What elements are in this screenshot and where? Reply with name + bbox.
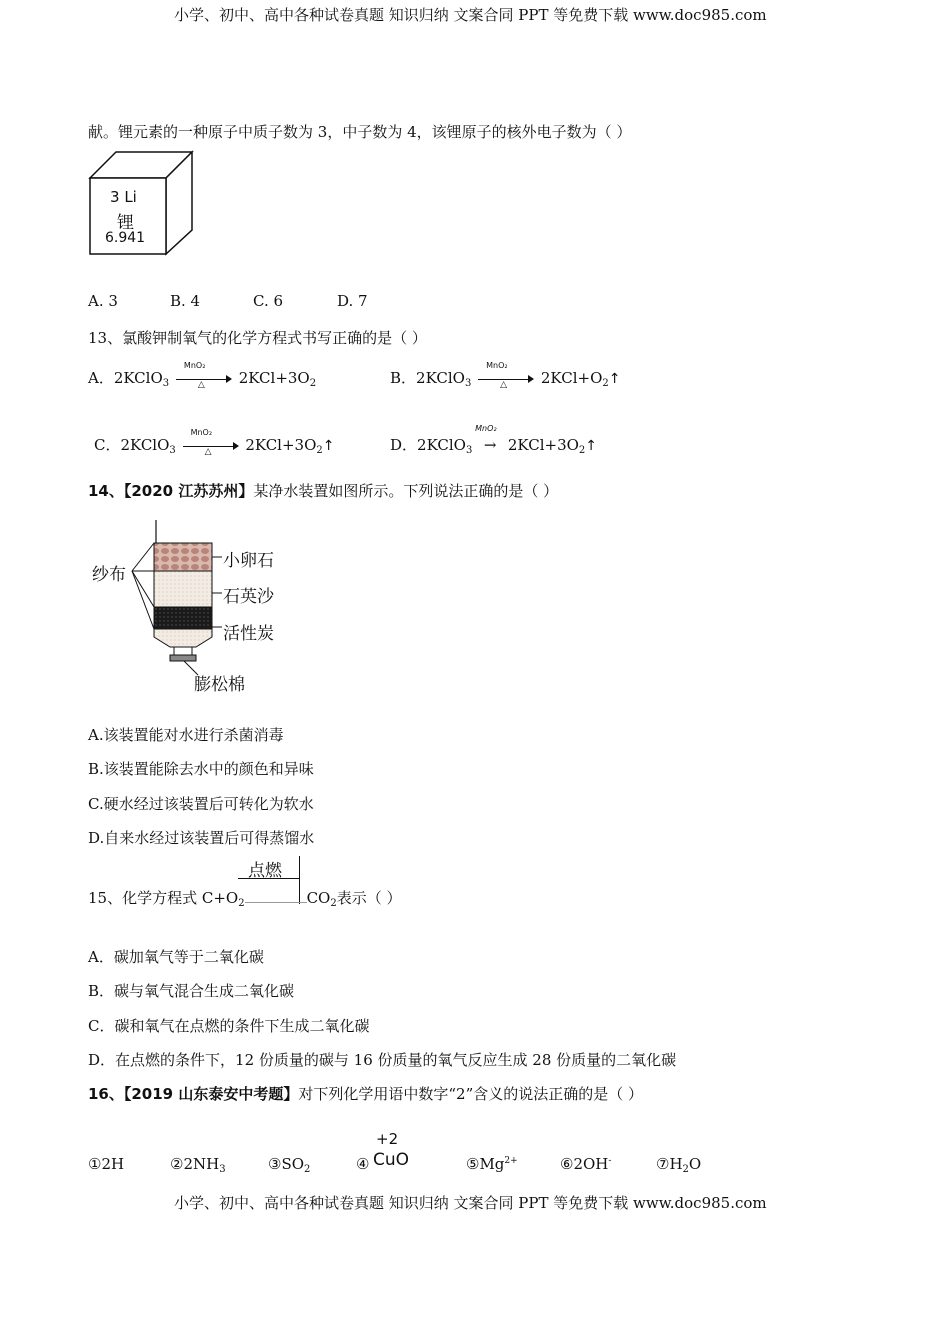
gas-arrow-icon: ↑	[608, 371, 621, 387]
element-number-symbol	[110, 188, 137, 206]
q16-item-2-sub: 3	[219, 1164, 226, 1175]
q14-option-d: D.自来水经过该装置后可得蒸馏水	[88, 829, 315, 847]
element-symbol: Li	[124, 188, 137, 206]
q16-text: 对下列化学用语中数字“2”含义的说法正确的是（ ）	[298, 1085, 644, 1103]
q13-a-product-sub: 2	[309, 378, 317, 389]
q16-item-6-text: ⑥2OH	[560, 1155, 609, 1173]
q13-d-product-sub: 2	[578, 445, 586, 456]
q16-item-7-tail: O	[688, 1155, 702, 1173]
q16-item-3-text: ③SO	[268, 1155, 305, 1173]
q16-source: 【2019 山东泰安中考题】	[123, 1085, 299, 1103]
q13-b-product: 2KCl+O	[540, 369, 603, 387]
q14-option-a: A.该装置能对水进行杀菌消毒	[88, 726, 284, 744]
q13-option-d	[390, 424, 598, 456]
q16-item-4-formula: CuO	[373, 1150, 410, 1170]
q15-reactants-sub: 2	[238, 898, 245, 909]
q16-item-4: ④	[356, 1155, 370, 1173]
gas-arrow-icon: ↑	[322, 438, 335, 454]
q13-c-product: 2KCl+3O	[245, 436, 317, 454]
gas-arrow-icon: ↑	[585, 438, 598, 454]
q13-d-product: 2KCl+3O	[507, 436, 579, 454]
page-footer: 小学、初中、高中各种试卷真题 知识归纳 文案合同 PPT 等免费下载 www.doc985.com	[174, 1194, 767, 1212]
q13-option-b	[390, 361, 621, 390]
catalyst-label: MnO₂	[190, 428, 213, 437]
q12-option-d: D. 7	[337, 292, 368, 310]
q13-a-reactant: A．2KClO	[88, 369, 163, 387]
q15-condition-bar	[238, 878, 300, 879]
q14-option-b: B.该装置能除去水中的颜色和异味	[88, 760, 314, 778]
q16-item-5-text: ⑤Mg	[466, 1155, 505, 1173]
heat-symbol: △	[204, 447, 212, 457]
q16-number: 16、	[88, 1085, 124, 1103]
q13-b-reactant: B．2KClO	[390, 369, 465, 387]
q16-item-7	[656, 1155, 701, 1175]
q16-item-1: ①2H	[88, 1155, 125, 1173]
heat-symbol: △	[500, 380, 508, 390]
q13-stem: 13、氯酸钾制氧气的化学方程式书写正确的是（ ）	[88, 329, 427, 347]
q16-item-6-sup: -	[608, 1156, 612, 1166]
q16-item-3-sub: 2	[304, 1164, 311, 1175]
q15-stem	[88, 887, 402, 909]
q16-item-3	[268, 1155, 310, 1175]
q15-option-a: A．碳加氧气等于二氧化碳	[88, 948, 264, 966]
q16-item-4-valence: +2	[376, 1130, 399, 1148]
q14-number: 14、	[88, 482, 124, 500]
catalyst-label: MnO₂	[486, 361, 508, 370]
arrow-icon: →	[483, 436, 497, 454]
q13-b-product-sub: 2	[602, 378, 609, 389]
q15-option-c: C．碳和氧气在点燃的条件下生成二氧化碳	[88, 1017, 370, 1035]
reaction-arrow	[478, 361, 534, 390]
q13-d-reactant: D．2KClO	[390, 436, 466, 454]
catalyst-label: MnO₂	[183, 361, 206, 370]
label-cloth: 纱布	[92, 565, 126, 585]
catalyst-label: MnO₂	[475, 424, 497, 433]
q16-item-6	[560, 1155, 611, 1173]
q14-text: 某净水装置如图所示。下列说法正确的是（ ）	[253, 482, 559, 500]
reaction-arrow	[176, 361, 232, 390]
q12-option-c: C. 6	[253, 292, 284, 310]
q15-stem-end: 表示（ ）	[336, 889, 402, 907]
q15-option-d: D．在点燃的条件下，12 份质量的碳与 16 份质量的氧气反应生成 28 份质量的二氧化碳	[88, 1051, 677, 1069]
plain-arrow	[475, 424, 503, 454]
q12-option-a: A. 3	[88, 292, 118, 310]
q13-c-reactant: C．2KClO	[94, 436, 170, 454]
q16-item-5	[466, 1155, 518, 1173]
q13-a-sub: 3	[162, 378, 170, 389]
q13-option-a	[88, 361, 317, 390]
page-header: 小学、初中、高中各种试卷真题 知识归纳 文案合同 PPT 等免费下载 www.doc985.com	[174, 6, 767, 24]
label-pebble: 小卵石	[223, 551, 274, 571]
q16-item-7-sub: 2	[682, 1164, 689, 1175]
q13-option-c	[94, 428, 335, 457]
q14-stem	[88, 480, 558, 501]
q12-stem: 献。锂元素的一种原子中质子数为 3，中子数为 4，该锂原子的核外电子数为（ ）	[88, 123, 632, 141]
q14-source: 【2020 江苏苏州】	[123, 482, 254, 500]
label-cotton: 膨松棉	[194, 675, 245, 695]
q13-b-sub: 3	[464, 378, 472, 389]
q15-condition: 点燃	[248, 861, 282, 881]
q16-item-7-text: ⑦H	[656, 1155, 683, 1173]
heat-symbol: △	[197, 380, 205, 390]
q14-option-c: C.硬水经过该装置后可转化为软水	[88, 795, 314, 813]
element-name: 锂	[117, 213, 134, 233]
q13-a-product: 2KCl+3O	[238, 369, 310, 387]
q15-blank	[245, 902, 307, 903]
q16-item-2	[170, 1155, 226, 1175]
q13-c-product-sub: 2	[316, 445, 323, 456]
q13-c-sub: 3	[169, 445, 176, 456]
label-sand: 石英沙	[223, 587, 274, 607]
q15-product: CO	[306, 889, 331, 907]
label-carbon: 活性炭	[223, 624, 274, 644]
q15-option-b: B．碳与氧气混合生成二氧化碳	[88, 982, 295, 1000]
element-number: 3	[110, 188, 120, 206]
q15-product-sub: 2	[330, 898, 337, 909]
q12-option-b: B. 4	[170, 292, 201, 310]
reaction-arrow	[183, 428, 239, 457]
q16-item-5-sup: 2+	[504, 1156, 518, 1166]
q15-reactants: 15、化学方程式 C+O	[88, 889, 239, 907]
element-mass: 6.941	[105, 230, 146, 246]
q16-item-2-text: ②2NH	[170, 1155, 220, 1173]
q16-stem	[88, 1083, 643, 1104]
q13-d-sub: 3	[465, 445, 473, 456]
